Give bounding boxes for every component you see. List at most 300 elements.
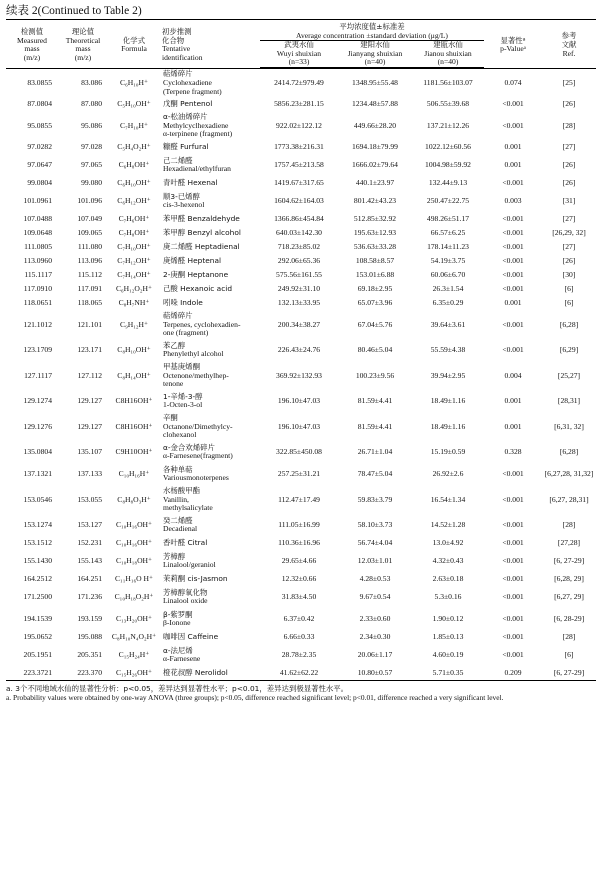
formula-cell: C₈H₁₀N₄O₂H⁺ — [111, 632, 157, 642]
table-row — [6, 630, 596, 644]
pvalue-cell: <0.001 — [502, 242, 524, 252]
compound-line: 己二烯醛 — [163, 155, 193, 165]
compound-cell — [160, 296, 260, 310]
jianyang-cell: 1234.48±57.88 — [352, 99, 398, 109]
theoretical-mass-cell: 153.127 — [77, 520, 102, 530]
formula-cell: C₇H₁₀OH⁺ — [117, 242, 151, 252]
compound-line: 2-庚酮 Heptanone — [163, 270, 229, 280]
compound-cell — [160, 441, 260, 463]
theoretical-mass-cell: 99.080 — [81, 178, 102, 188]
wuyi-cell: 31.83±4.50 — [281, 592, 317, 602]
compound-cell — [160, 212, 260, 226]
theoretical-mass-cell: 117.091 — [77, 284, 102, 294]
compound-line: 苯乙醇 — [163, 340, 186, 350]
jianou-cell: 250.47±22.75 — [426, 196, 470, 206]
compound-line: α-金合欢烯碎片 — [163, 442, 215, 452]
measured-mass-cell: 107.0488 — [23, 214, 52, 224]
pvalue-cell: <0.001 — [502, 256, 524, 266]
compound-line: 茉莉酮 cis-Jasmon — [163, 574, 228, 584]
pvalue-cell: 0.001 — [504, 396, 522, 406]
footnote-en: a. Probability values were obtained by one-way ANOVA (three groups); p<0.05, difference reached significant level; p<0.01, difference reached a very significant level. — [6, 693, 504, 702]
compound-cell — [160, 190, 260, 212]
pvalue-cell: <0.001 — [502, 520, 524, 530]
reference-cell: [26,29, 32] — [552, 228, 586, 238]
measured-mass-cell: 118.0651 — [23, 298, 52, 308]
compound-cell — [160, 154, 260, 176]
compound-line: 糠醛 Furfural — [163, 142, 209, 152]
reference-cell: [6,31, 32] — [554, 421, 584, 431]
compound-cell — [160, 536, 260, 550]
compound-line: 吲哚 Indole — [163, 298, 203, 308]
theoretical-mass-cell: 155.143 — [77, 556, 102, 566]
wuyi-cell: 6.66±0.33 — [283, 632, 315, 642]
formula-cell: C₁₀H₁₈O₂H⁺ — [114, 592, 154, 602]
wuyi-cell: 718.23±85.02 — [277, 242, 321, 252]
reference-cell: [26] — [562, 99, 576, 109]
reference-cell: [6,28, 29] — [554, 574, 584, 584]
compound-cell — [160, 608, 260, 630]
jianou-cell: 14.52±1.28 — [430, 520, 466, 530]
theoretical-mass-cell: 97.028 — [81, 142, 102, 152]
compound-line: clohexanol — [163, 430, 197, 440]
wuyi-cell: 5856.23±281.15 — [274, 99, 324, 109]
pvalue-cell: <0.001 — [502, 178, 524, 188]
jianou-cell: 55.59±4.38 — [430, 345, 466, 355]
compound-line: cis-3-hexenol — [163, 200, 205, 210]
measured-mass-cell: 135.0804 — [23, 447, 52, 457]
compound-line: Decadienal — [163, 524, 198, 534]
pvalue-cell: <0.001 — [502, 228, 524, 238]
jianou-cell: 5.3±0.16 — [434, 592, 462, 602]
jianou-cell: 4.32±0.43 — [432, 556, 464, 566]
compound-line: 甲基庚烯酮 — [163, 362, 200, 372]
table-row — [6, 240, 596, 254]
theoretical-mass-cell: 115.112 — [77, 270, 102, 280]
measured-mass-cell: 155.1430 — [23, 556, 52, 566]
footnotes — [6, 684, 596, 702]
jianyang-cell: 1348.95±55.48 — [352, 77, 398, 87]
wuyi-cell: 196.10±47.03 — [277, 396, 321, 406]
wuyi-cell: 640.03±142.30 — [276, 228, 322, 238]
jianyang-cell: 56.74±4.04 — [357, 538, 393, 548]
jianou-cell: 54.19±3.75 — [430, 256, 466, 266]
jianyang-cell: 440.1±23.97 — [355, 178, 395, 188]
jianou-cell: 1004.98±59.92 — [425, 160, 471, 170]
wuyi-cell: 1757.45±213.58 — [274, 160, 324, 170]
wuyi-cell: 322.85±450.08 — [276, 447, 322, 457]
pvalue-cell: 0.328 — [504, 447, 522, 457]
jianyang-cell: 1666.02±79.64 — [352, 160, 398, 170]
theoretical-mass-cell: 164.251 — [77, 574, 102, 584]
compound-line: α-法尼烯 — [163, 645, 193, 655]
table-row — [6, 463, 596, 485]
reference-cell: [31] — [562, 196, 576, 206]
formula-cell: C₆H₈OH⁺ — [118, 160, 150, 170]
compound-line: 各种单萜 — [163, 464, 193, 474]
formula-cell: C₆H₁₀H⁺ — [120, 77, 148, 87]
compound-line: 萜烯碎片 — [163, 69, 193, 79]
formula-cell: C₈H₁₀OH⁺ — [117, 345, 151, 355]
measured-mass-cell: 109.0648 — [23, 228, 52, 238]
reference-cell: [6] — [564, 650, 574, 660]
compound-line: (Terpene fragment) — [163, 86, 222, 96]
compound-line: Linalool oxide — [163, 596, 208, 606]
measured-mass-cell: 83.0855 — [27, 77, 52, 87]
header-jianyang: 建阳水仙 Jianyang shuixian (n=40) — [338, 41, 412, 68]
table-row — [6, 550, 596, 572]
table-row — [6, 608, 596, 630]
compound-cell — [160, 586, 260, 608]
table-row — [6, 310, 596, 339]
reference-cell: [28] — [562, 632, 576, 642]
pvalue-cell: <0.001 — [502, 214, 524, 224]
wuyi-cell: 41.62±62.22 — [260, 666, 338, 680]
compound-line: α-Farnesene — [163, 654, 201, 664]
formula-cell: C₈H₇NH⁺ — [118, 298, 150, 308]
compound-line: Octenone/methylhep- — [163, 370, 229, 380]
pvalue-cell: <0.001 — [502, 345, 524, 355]
measured-mass-cell: 129.1274 — [23, 396, 52, 406]
jianyang-cell: 100.23±9.56 — [355, 370, 395, 380]
compound-line: 庚二烯醛 Heptadienal — [163, 242, 240, 252]
jianyang-cell: 26.71±1.04 — [357, 447, 393, 457]
compound-line: 橙花叔醇 Nerolidol — [163, 667, 228, 677]
compound-line: Cyclohexadiene — [163, 77, 212, 87]
wuyi-cell: 369.92±132.93 — [276, 370, 322, 380]
jianyang-cell: 2.33±0.60 — [359, 614, 391, 624]
measured-mass-cell: 111.0805 — [24, 242, 52, 252]
jianou-cell: 1.90±0.12 — [432, 614, 464, 624]
compound-cell — [160, 282, 260, 296]
theoretical-mass-cell: 153.055 — [77, 494, 102, 504]
measured-mass-cell: 97.0647 — [27, 160, 52, 170]
measured-mass-cell: 87.0804 — [27, 99, 52, 109]
compound-cell — [160, 463, 260, 485]
wuyi-cell: 2414.72±979.49 — [274, 77, 324, 87]
reference-cell: [6, 28-29] — [553, 614, 585, 624]
table-body — [6, 68, 596, 680]
wuyi-cell: 111.05±16.99 — [278, 520, 320, 530]
jianyang-cell: 80.46±5.04 — [357, 345, 393, 355]
table-row — [6, 212, 596, 226]
header-pvalue: 显著性ᵃ p-Valueᵃ — [500, 35, 526, 54]
compound-line: β-紫罗酮 — [163, 609, 193, 619]
compound-line: α-terpinene (fragment) — [163, 129, 233, 139]
header-jianou: 建瓯水仙 Jianou shuixian (n=40) — [412, 41, 484, 68]
measured-mass-cell: 127.1117 — [24, 370, 52, 380]
pvalue-cell: 0.001 — [504, 160, 522, 170]
formula-cell: C₉H₁₂H⁺ — [120, 319, 148, 329]
pvalue-cell: 0.209 — [484, 666, 542, 680]
table-row — [6, 140, 596, 154]
jianyang-cell: 65.07±3.96 — [357, 298, 393, 308]
measured-mass-cell: 153.1274 — [23, 520, 52, 530]
formula-cell: C₁₀H₁₈OH⁺ — [115, 556, 153, 566]
compound-line: 己酸 Hexanoic acid — [163, 284, 233, 294]
theoretical-mass-cell: 193.159 — [77, 614, 102, 624]
theoretical-mass-cell: 95.086 — [81, 120, 102, 130]
jianyang-cell: 10.80±0.57 — [338, 666, 412, 680]
table-row — [6, 68, 596, 97]
compound-cell — [160, 339, 260, 361]
theoretical-mass-cell: 127.112 — [77, 370, 102, 380]
jianyang-cell: 536.63±33.28 — [353, 242, 397, 252]
wuyi-cell: 6.37±0.42 — [283, 614, 315, 624]
compound-cell — [160, 97, 260, 111]
compound-line: 水杨酸甲酯 — [163, 486, 200, 496]
formula-cell: C₆H₁₀OH⁺ — [117, 178, 151, 188]
compound-line: 咖啡因 Caffeine — [163, 632, 219, 642]
jianyang-cell: 59.83±3.79 — [357, 494, 393, 504]
measured-mass-cell: 115.1117 — [24, 270, 52, 280]
jianyang-cell: 801.42±43.23 — [353, 196, 397, 206]
theoretical-mass-cell: 129.127 — [77, 421, 102, 431]
jianou-cell: 39.94±2.95 — [430, 370, 466, 380]
jianyang-cell: 12.03±1.01 — [357, 556, 393, 566]
jianou-cell: 132.44±9.13 — [428, 178, 468, 188]
reference-cell: [6] — [564, 298, 574, 308]
measured-mass-cell: 205.1951 — [23, 650, 52, 660]
theoretical-mass-cell: 195.088 — [77, 632, 102, 642]
measured-mass-cell: 171.2500 — [23, 592, 52, 602]
reference-cell: [26] — [562, 178, 576, 188]
pvalue-cell: <0.001 — [502, 494, 524, 504]
compound-line: 萜烯碎片 — [163, 311, 193, 321]
compound-line: α-Farnesene(fragment) — [163, 451, 233, 461]
pvalue-cell: 0.001 — [504, 421, 522, 431]
theoretical-mass-cell: 205.351 — [77, 650, 102, 660]
table-row — [6, 254, 596, 268]
table-row — [6, 390, 596, 412]
reference-cell: [27] — [562, 142, 576, 152]
table-caption: 续表 2(Continued to Table 2) — [6, 5, 142, 17]
compound-cell — [160, 572, 260, 586]
compound-cell — [160, 68, 260, 97]
theoretical-mass-cell: 123.171 — [77, 345, 102, 355]
reference-cell: [6, 27-29] — [553, 556, 585, 566]
formula-cell: C9H10OH⁺ — [115, 447, 153, 457]
jianou-cell: 178.14±11.23 — [427, 242, 469, 252]
wuyi-cell: 29.65±4.66 — [281, 556, 317, 566]
jianou-cell: 2.63±0.18 — [432, 574, 464, 584]
header-compound: 初步推测 化合物 Tentative identification — [162, 27, 203, 62]
pvalue-cell: <0.001 — [502, 270, 524, 280]
reference-cell: [6,27, 28,31] — [549, 494, 589, 504]
reference-cell: [27] — [562, 214, 576, 224]
formula-cell: C₁₃H₂₀OH⁺ — [115, 614, 153, 624]
measured-mass-cell: 121.1012 — [23, 319, 52, 329]
measured-mass-cell: 129.1276 — [23, 421, 52, 431]
wuyi-cell: 1419.67±317.65 — [274, 178, 324, 188]
compound-cell — [160, 390, 260, 412]
wuyi-cell: 12.32±0.66 — [281, 574, 317, 584]
reference-cell: [6] — [564, 284, 574, 294]
formula-cell: C₁₁H₁₆O H⁺ — [114, 574, 153, 584]
jianou-cell: 16.54±1.34 — [430, 494, 466, 504]
compound-line: 辛酮 — [163, 413, 178, 423]
wuyi-cell: 28.78±2.35 — [281, 650, 317, 660]
pvalue-cell: 0.001 — [504, 298, 522, 308]
compound-cell — [160, 140, 260, 154]
formula-cell: C₁₅H₂₄H⁺ — [118, 650, 150, 660]
compound-line: 戊酮 Pentenol — [163, 99, 213, 109]
theoretical-mass-cell: 101.096 — [77, 196, 102, 206]
compound-line: β-Ionone — [163, 618, 191, 628]
formula-cell: C₁₀H₁₆H⁺ — [118, 469, 150, 479]
compound-line: 癸二烯醛 — [163, 515, 193, 525]
theoretical-mass-cell: 118.065 — [77, 298, 102, 308]
formula-cell: C8H16OH⁺ — [115, 396, 153, 406]
pvalue-cell: <0.001 — [502, 469, 524, 479]
table-row — [6, 572, 596, 586]
pvalue-cell: <0.001 — [502, 650, 524, 660]
jianou-cell: 506.55±39.68 — [426, 99, 470, 109]
theoretical-mass-cell: 97.065 — [81, 160, 102, 170]
wuyi-cell: 132.13±33.95 — [277, 298, 321, 308]
theoretical-mass-cell: 107.049 — [77, 214, 102, 224]
compound-cell — [160, 644, 260, 666]
table-row — [6, 282, 596, 296]
reference-cell: [28] — [562, 520, 576, 530]
jianyang-cell: 2.34±0.30 — [359, 632, 391, 642]
header-wuyi: 武夷水仙 Wuyi shuixian (n=33) — [260, 41, 338, 68]
jianou-cell: 26.92±2.6 — [432, 469, 464, 479]
reference-cell: [27,28] — [557, 538, 581, 548]
compound-line: methylsalicylate — [163, 503, 213, 513]
formula-cell: C₆H₁₂OH⁺ — [117, 196, 151, 206]
compound-line: Vanillin, — [163, 494, 189, 504]
table-row — [6, 644, 596, 666]
formula-cell: C₇H₈OH⁺ — [118, 228, 150, 238]
jianou-cell: 26.3±1.54 — [432, 284, 464, 294]
compound-cell — [160, 254, 260, 268]
compound-cell — [160, 630, 260, 644]
compound-cell — [160, 240, 260, 254]
footnote-zh: a. 3个不同地域水仙的显著性分析：p<0.05，差异达到显著性水平；p<0.01，差异达到极显著性水平。 — [6, 684, 349, 693]
wuyi-cell: 1604.62±164.03 — [274, 196, 324, 206]
jianyang-cell: 512.85±32.92 — [353, 214, 397, 224]
formula-cell: C₆H₁₂O₂H⁺ — [115, 284, 153, 294]
table-row — [6, 111, 596, 140]
jianyang-cell: 67.04±5.76 — [357, 319, 393, 329]
wuyi-cell: 1773.38±216.31 — [274, 142, 324, 152]
formula-cell: C₈H₈O₃H⁺ — [117, 494, 151, 504]
reference-cell: [6,28] — [559, 319, 579, 329]
measured-mass-cell: 101.0961 — [23, 196, 52, 206]
jianyang-cell: 108.58±8.57 — [355, 256, 395, 266]
formula-cell: C₈H₁₄OH⁺ — [117, 370, 151, 380]
theoretical-mass-cell: 171.236 — [77, 592, 102, 602]
pvalue-cell: <0.001 — [502, 632, 524, 642]
jianyang-cell: 81.59±4.41 — [357, 396, 393, 406]
pvalue-cell: 0.003 — [504, 196, 522, 206]
table-row — [6, 268, 596, 282]
jianou-cell: 4.60±0.19 — [432, 650, 464, 660]
formula-cell: C₇H₁₄OH⁺ — [117, 270, 151, 280]
reference-cell: [25,27] — [557, 370, 581, 380]
jianyang-cell: 58.10±3.73 — [357, 520, 393, 530]
wuyi-cell: 226.43±24.76 — [277, 345, 321, 355]
table-row — [6, 536, 596, 550]
header-theoretical: 理论值 Theoretical mass (m/z) — [65, 27, 101, 62]
compound-cell — [160, 412, 260, 441]
formula-cell: C₇H₆OH⁺ — [118, 214, 150, 224]
header-measured: 检测值 Measured mass (m/z) — [17, 27, 47, 62]
table-row — [6, 586, 596, 608]
compound-line: Linalool/geraniol — [163, 560, 216, 570]
jianou-cell: 39.64±3.61 — [430, 319, 466, 329]
wuyi-cell: 575.56±161.55 — [276, 270, 322, 280]
formula-cell: C₇H₁₀H⁺ — [120, 120, 148, 130]
theoretical-mass-cell: 135.107 — [77, 447, 102, 457]
measured-mass-cell: 117.0910 — [23, 284, 52, 294]
jianou-cell: 1022.12±60.56 — [425, 142, 471, 152]
jianyang-cell: 449.66±28.20 — [353, 120, 397, 130]
jianyang-cell: 9.67±0.54 — [359, 592, 391, 602]
measured-mass-cell: 153.1512 — [23, 538, 52, 548]
jianou-cell: 1181.56±103.07 — [423, 77, 473, 87]
theoretical-mass-cell: 152.231 — [77, 538, 102, 548]
compound-cell — [160, 485, 260, 514]
table-row — [6, 190, 596, 212]
compound-line: 香叶醛 Citral — [163, 538, 208, 548]
reference-cell: [6,27, 29] — [554, 592, 584, 602]
table-row — [6, 339, 596, 361]
compound-cell — [160, 268, 260, 282]
compound-line: Terpenes, cyclohexadien- — [163, 319, 241, 329]
compound-line: Hexadienal/ethylfuran — [163, 164, 231, 174]
theoretical-mass-cell: 83.086 — [81, 77, 102, 87]
compound-line: Octanone/Dimethylcy- — [163, 421, 233, 431]
compound-line: 庚烯醛 Heptenal — [163, 256, 222, 266]
reference-cell: [6,28] — [559, 447, 579, 457]
table-row — [6, 412, 596, 441]
reference-cell: [6, 27-29] — [542, 666, 596, 680]
pvalue-cell: 0.074 — [504, 77, 522, 87]
measured-mass-cell: 113.0960 — [23, 256, 52, 266]
reference-cell: [6,27,28, 31,32] — [544, 469, 594, 479]
table-row — [6, 441, 596, 463]
jianou-cell: 18.49±1.16 — [430, 396, 466, 406]
compound-line: 青叶醛 Hexenal — [163, 178, 218, 188]
measured-mass-cell: 164.2512 — [23, 574, 52, 584]
wuyi-cell: 257.25±31.21 — [277, 469, 321, 479]
jianou-cell: 66.57±6.25 — [430, 228, 466, 238]
wuyi-cell: 922.02±122.12 — [276, 120, 322, 130]
measured-mass-cell: 95.0855 — [27, 120, 52, 130]
jianou-cell: 137.21±12.26 — [426, 120, 470, 130]
compound-cell — [160, 226, 260, 240]
reference-cell: [26] — [562, 256, 576, 266]
wuyi-cell: 110.36±16.96 — [278, 538, 320, 548]
theoretical-mass-cell: 137.133 — [77, 469, 102, 479]
pvalue-cell: 0.004 — [504, 370, 522, 380]
jianyang-cell: 195.63±12.93 — [353, 228, 397, 238]
reference-cell: [28] — [562, 120, 576, 130]
compound-cell — [160, 666, 260, 680]
reference-cell: [30] — [562, 270, 576, 280]
compound-cell — [160, 176, 260, 190]
compound-cell — [160, 111, 260, 140]
jianou-cell: 15.19±0.59 — [430, 447, 466, 457]
jianyang-cell: 78.47±5.04 — [357, 469, 393, 479]
compound-line: tenone — [163, 379, 184, 389]
measured-mass-cell: 97.0282 — [27, 142, 52, 152]
compound-line: Phenylethyl alcohol — [163, 349, 224, 359]
measured-mass-cell: 99.0804 — [27, 178, 52, 188]
measured-mass-cell: 153.0546 — [23, 494, 52, 504]
theoretical-mass-cell: 109.065 — [77, 228, 102, 238]
